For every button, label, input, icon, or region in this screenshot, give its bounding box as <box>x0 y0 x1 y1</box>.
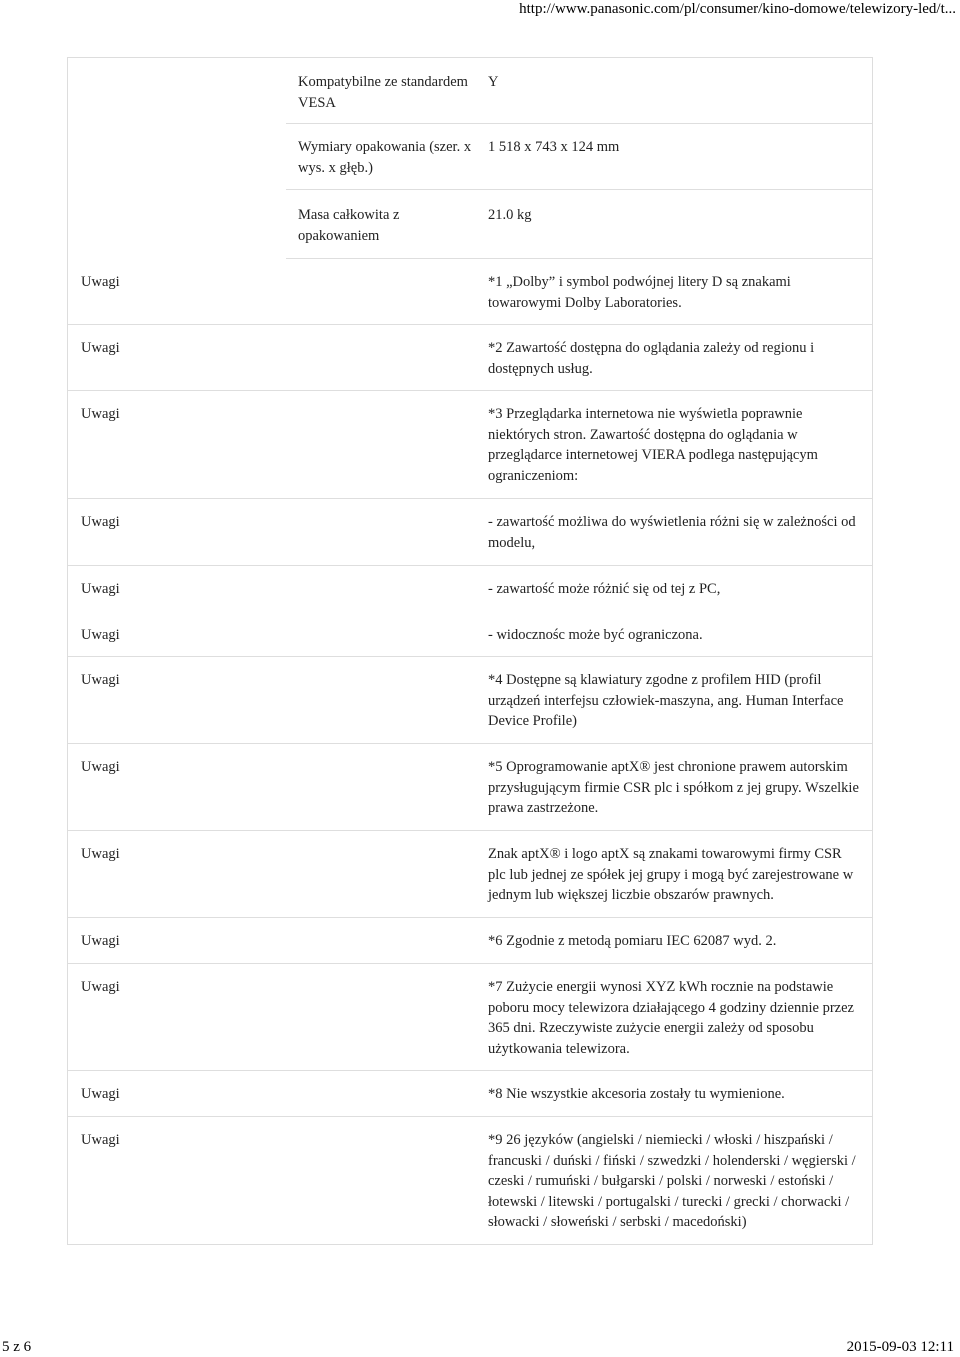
note-text: - widocznośc może być ograniczona. <box>488 627 703 643</box>
note-text: *3 Przeglądarka internetowa nie wyświetla poprawnie niektórych stron. Zawartość dostępna do oglądania w przeglądarce internetowej VIERA podlega następującym ograniczeniom: <box>488 406 818 484</box>
note-label: Uwagi <box>81 627 120 643</box>
note-label: Uwagi <box>81 759 120 775</box>
spec-label: Wymiary opakowania (szer. x wys. x głęb.) <box>298 139 472 176</box>
note-row-10 <box>68 918 872 964</box>
note-text: *7 Zużycie energii wynosi XYZ kWh rocznie na podstawie poboru mocy telewizora działającego 4 godziny dziennie przez 365 dni. Rzeczywiste zużycie energii zależy od sposobu użytkowania telewizora. <box>488 979 854 1057</box>
note-text: - zawartość możliwa do wyświetlenia różni się w zależności od modelu, <box>488 514 856 551</box>
note-row-3 <box>68 391 872 499</box>
spec-label: Kompatybilne ze standardem VESA <box>298 74 468 111</box>
spec-value: 1 518 x 743 x 124 mm <box>488 139 620 155</box>
spec-table <box>67 57 873 1245</box>
note-text: - zawartość może różnić się od tej z PC, <box>488 581 721 597</box>
note-label: Uwagi <box>81 274 120 290</box>
note-row-7 <box>68 657 872 744</box>
note-label: Uwagi <box>81 1086 120 1102</box>
note-text: *8 Nie wszystkie akcesoria zostały tu wymienione. <box>488 1086 785 1102</box>
note-label: Uwagi <box>81 1132 120 1148</box>
note-row-5 <box>68 566 872 612</box>
note-row-4 <box>68 499 872 566</box>
note-text: *6 Zgodnie z metodą pomiaru IEC 62087 wyd. 2. <box>488 933 777 949</box>
note-label: Uwagi <box>81 846 120 862</box>
spec-row-vesa <box>286 58 872 124</box>
note-label: Uwagi <box>81 581 120 597</box>
note-label: Uwagi <box>81 340 120 356</box>
note-label: Uwagi <box>81 672 120 688</box>
note-row-12 <box>68 1071 872 1117</box>
note-text: Znak aptX® i logo aptX są znakami towarowymi firmy CSR plc lub jednej ze spółek jej grupy i mogą być zarejestrowane w jednym lub większej liczbie obszarów prawnych. <box>488 846 854 903</box>
note-text: *9 26 języków (angielski / niemiecki / włoski / hiszpański / francuski / duński / fiński / szwedzki / holenderski / węgierski / czeski / rumuński / bułgarski / polski / norweski / estoński / łotewski / litewski / portugalski / turecki / grecki / chorwacki / słowacki / słoweński / serbski / macedoński) <box>488 1132 856 1230</box>
page-url: http://www.panasonic.com/pl/consumer/kino-domowe/telewizory-led/t... <box>519 1 956 17</box>
print-datetime: 2015-09-03 12:11 <box>846 1339 954 1355</box>
note-row-13 <box>68 1117 872 1245</box>
spec-label: Masa całkowita z opakowaniem <box>298 207 400 244</box>
note-row-9 <box>68 831 872 918</box>
note-text: *1 „Dolby” i symbol podwójnej litery D są znakami towarowymi Dolby Laboratories. <box>488 274 791 311</box>
spec-row-package-dimensions <box>286 124 872 190</box>
note-label: Uwagi <box>81 514 120 530</box>
note-label: Uwagi <box>81 979 120 995</box>
note-label: Uwagi <box>81 933 120 949</box>
note-row-2 <box>68 325 872 391</box>
note-row-11 <box>68 964 872 1071</box>
note-row-6 <box>68 612 872 657</box>
note-row-8 <box>68 744 872 831</box>
note-row-1 <box>68 259 872 325</box>
spec-row-gross-weight <box>286 190 872 259</box>
page-number: 5 z 6 <box>2 1339 32 1355</box>
note-text: *4 Dostępne są klawiatury zgodne z profilem HID (profil urządzeń interfejsu człowiek-maszyna, ang. Human Interface Device Profile) <box>488 672 844 729</box>
note-text: *5 Oprogramowanie aptX® jest chronione prawem autorskim przysługującym firmie CSR plc i spółkom z jej grupy. Wszelkie prawa zastrzeżone. <box>488 759 859 816</box>
spec-value: Y <box>488 74 499 90</box>
spec-value: 21.0 kg <box>488 207 532 223</box>
note-text: *2 Zawartość dostępna do oglądania zależy od regionu i dostępnych usług. <box>488 340 815 377</box>
note-label: Uwagi <box>81 406 120 422</box>
